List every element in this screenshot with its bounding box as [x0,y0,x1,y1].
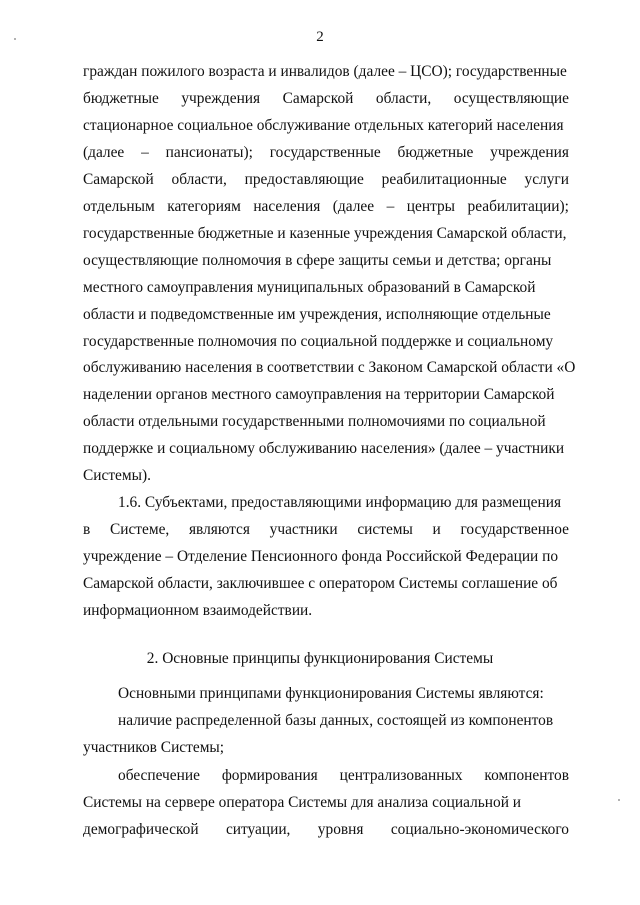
text-line [118,766,569,786]
word: социально-экономического [390,821,569,838]
word: являются [188,521,250,539]
word: (далее [83,143,125,161]
text-line: наделении органов местного самоуправления на территории Самарской [83,386,555,404]
text-line: осуществляющие полномочия в сфере защиты семьи и детства; органы [83,251,552,269]
scan-speck [618,799,620,801]
word: обеспечение [118,766,200,784]
word: осуществляющие [453,89,569,107]
text-line: государственные полномочия по социальной поддержке и социальному [83,332,554,350]
word: реабилитационные [381,170,507,188]
word: учреждения [181,89,261,107]
word: демографической [83,821,199,838]
word: области, [375,89,432,107]
word: пансионаты); [165,143,253,161]
text-line [83,89,569,109]
word: компонентов [484,766,569,784]
word: централизованных [339,766,463,784]
text-line: Основными принципами функционирования Системы являются: [118,685,544,702]
text-line: наличие распределенной базы данных, состоящей из компонентов [118,712,554,730]
word: – [386,197,395,215]
word: Системе, [109,521,170,539]
text-line [83,820,569,840]
text-line: стационарное социальное обслуживание отдельных категорий населения [83,116,564,134]
word: учреждения [490,143,569,161]
text-line [83,170,569,190]
text-line: Системы). [83,467,151,485]
word: бюджетные [83,89,159,107]
word: центры [406,197,456,215]
word: уровня [317,821,364,838]
text-line [83,197,569,217]
word: области, [171,170,227,188]
word: формирования [221,766,318,784]
word: ситуации, [225,821,291,838]
text-line: граждан пожилого возраста и инвалидов (далее – ЦСО); государственные [83,63,567,80]
word: участники [269,521,338,539]
word: – [141,143,149,161]
text-line: государственные бюджетные и казенные учреждения Самарской области, [83,224,567,242]
word: Самарской [282,89,354,107]
word: Самарской [83,170,154,188]
text-line: области отдельными государственными полномочиями по социальной [83,413,546,431]
word: системы [357,521,413,539]
text-line [83,520,569,540]
text-line: местного самоуправления муниципальных образований в Самарской [83,278,536,296]
word: услуги [524,170,569,188]
text-line: Самарской области, заключившее с оператором Системы соглашение об [83,575,558,593]
section-heading: 2. Основные принципы функционирования Системы [146,650,494,667]
word: (далее [332,197,375,215]
page-number: 2 [316,29,324,45]
scan-speck [14,38,16,40]
word: в [83,521,91,539]
word: государственное [460,521,569,539]
word: государственные [269,143,381,161]
text-line [83,143,569,163]
text-line: участников Системы; [83,739,225,757]
text-line: обслуживанию населения в соответствии с Законом Самарской области «О [83,359,576,377]
word: населения [253,197,321,215]
text-line: информационном взаимодействии. [83,602,313,619]
word: бюджетные [397,143,474,161]
word: категориям [167,197,241,215]
text-line: учреждение – Отделение Пенсионного фонда Российской Федерации по [83,548,559,566]
word: отдельным [83,197,155,215]
word: и [432,521,441,539]
text-line: поддержке и социальному обслуживанию населения» (далее – участники [83,440,565,458]
text-line: 1.6. Субъектами, предоставляющими информацию для размещения [118,494,562,512]
word: предоставляющие [244,170,364,188]
text-line: Системы на сервере оператора Системы для анализа социальной и [83,793,522,811]
word: реабилитации); [467,197,569,215]
text-line: области и подведомственные им учреждения, исполняющие отдельные [83,305,551,323]
